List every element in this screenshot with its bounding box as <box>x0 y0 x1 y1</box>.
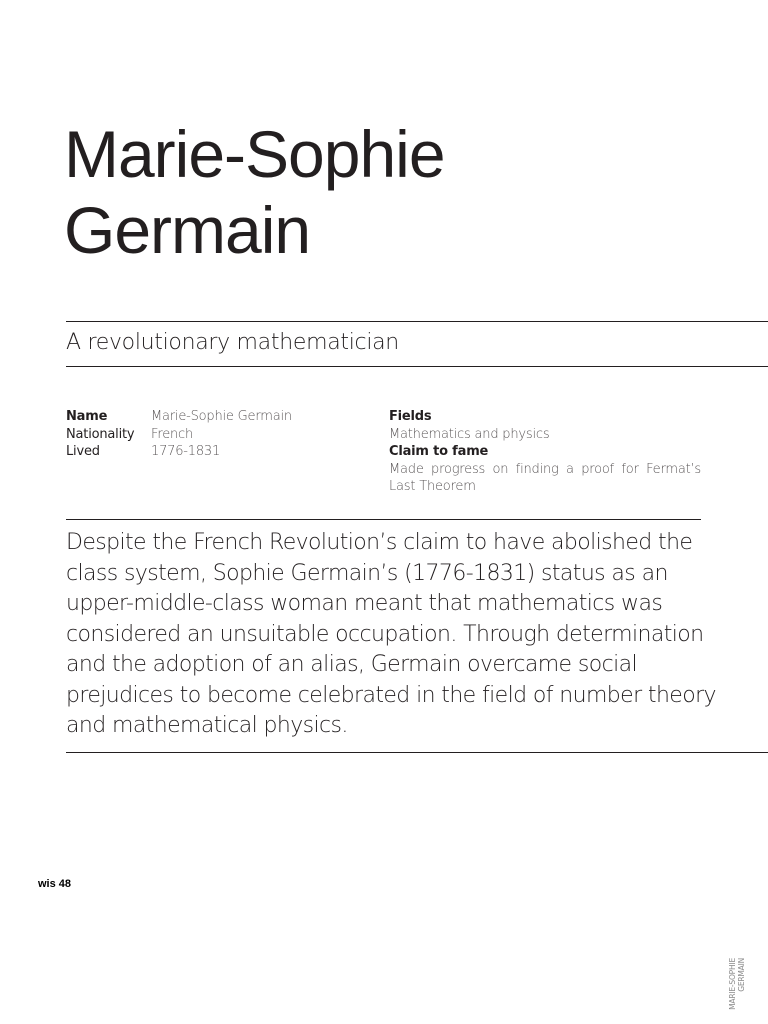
side-running-head <box>728 958 760 1020</box>
intro-line-4: considered an unsuitable occupation. Through determination <box>66 621 704 647</box>
claim-heading: Claim to fame <box>389 444 489 459</box>
intro-line-1: Despite the French Revolution’s claim to have abolished the <box>66 530 693 555</box>
title-line-1: Marie-Sophie <box>64 117 445 191</box>
intro-line-5: and the adoption of an alias, Germain overcame social <box>66 652 637 677</box>
page-title <box>64 116 445 268</box>
fact-label-nationality: Nationality <box>66 426 135 442</box>
fact-row-nationality <box>66 426 292 444</box>
divider-bottom <box>66 752 768 753</box>
fact-label-name: Name <box>66 409 108 424</box>
fields-heading: Fields <box>389 409 432 424</box>
side-label-line-1: MARIE-SOPHIE <box>728 958 737 1010</box>
fact-row-lived <box>66 443 292 461</box>
intro-line-6: prejudices to become celebrated in the field of number theory <box>66 682 716 708</box>
divider-facts <box>66 519 701 520</box>
fact-value-name: Marie-Sophie Germain <box>151 409 292 424</box>
fact-value-lived: 1776-1831 <box>151 444 221 459</box>
title-line-2: Germain <box>64 193 311 267</box>
side-label-line-2: GERMAIN <box>737 958 746 992</box>
page-number: wis 48 <box>38 878 72 890</box>
intro-line-7: and mathematical physics. <box>66 713 348 738</box>
subtitle: A revolutionary mathematician <box>66 330 399 355</box>
claim-value-line-2: Last Theorem <box>389 479 476 494</box>
intro-line-2: class system, Sophie Germain’s (1776-1831) status as an <box>66 560 668 586</box>
fields-value: Mathematics and physics <box>389 426 550 442</box>
intro-paragraph <box>66 528 716 742</box>
divider-top <box>66 321 768 322</box>
fact-label-lived: Lived <box>66 444 100 459</box>
divider-subtitle <box>66 366 768 367</box>
facts-right-column <box>389 408 701 496</box>
fact-row-name <box>66 408 292 426</box>
fact-value-nationality: French <box>151 426 194 442</box>
intro-line-3: upper-middle-class woman meant that mathematics was <box>66 591 663 616</box>
claim-value-line-1: Made progress on finding a proof for Fermat’s <box>389 461 701 477</box>
facts-left-table <box>66 408 292 461</box>
